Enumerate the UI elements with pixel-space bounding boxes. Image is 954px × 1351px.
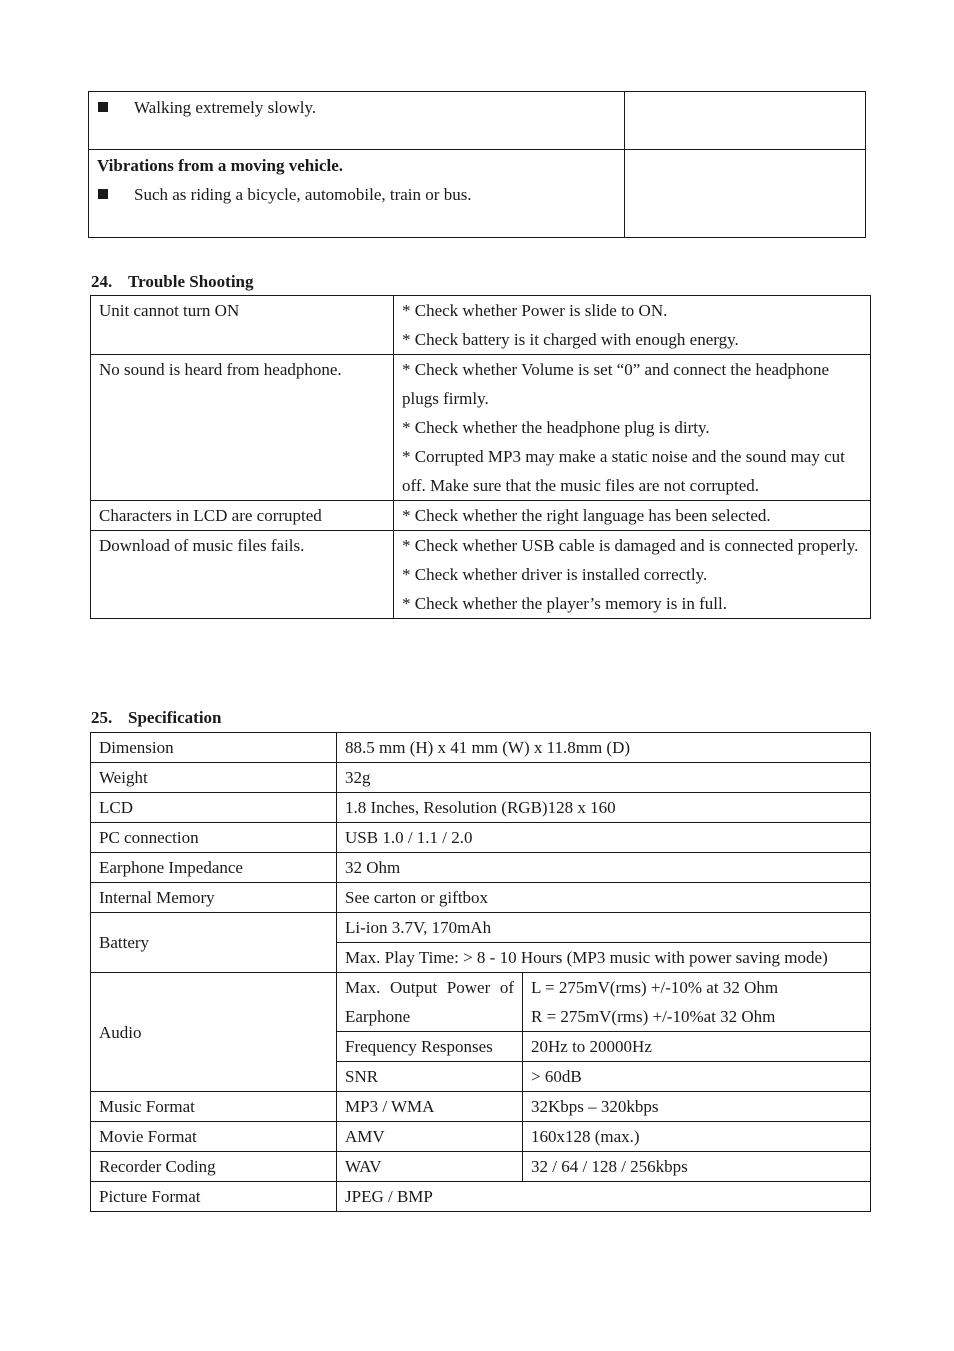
- spec-label: Weight: [91, 763, 337, 793]
- table-row: [91, 1182, 871, 1212]
- spec-label: Battery: [91, 913, 337, 973]
- spec-value: 32Kbps – 320kbps: [523, 1092, 871, 1122]
- table-row: [91, 1092, 871, 1122]
- spec-label: Picture Format: [91, 1182, 337, 1212]
- solution-cell: [394, 355, 871, 501]
- bullet-item: [97, 93, 616, 122]
- section-title: Specification: [128, 708, 222, 727]
- power-left: L = 275mV(rms) +/-10% at 32 Ohm: [531, 978, 779, 997]
- empty-cell: [625, 92, 866, 150]
- vibration-title: Vibrations from a moving vehicle.: [97, 156, 344, 175]
- table-row: [91, 973, 871, 1032]
- solution-line: * Check whether driver is installed correctly.: [402, 565, 708, 584]
- problem-cell: Unit cannot turn ON: [91, 296, 394, 355]
- bullet-text: Walking extremely slowly.: [134, 98, 317, 117]
- spec-label: Music Format: [91, 1092, 337, 1122]
- table-row: [91, 296, 871, 355]
- spec-label: Dimension: [91, 733, 337, 763]
- spec-value: JPEG / BMP: [337, 1182, 871, 1212]
- spec-table: [90, 732, 871, 1212]
- table-row: [91, 1152, 871, 1182]
- spec-value: [523, 973, 871, 1032]
- table-row: [91, 531, 871, 619]
- spec-sublabel: MP3 / WMA: [337, 1092, 523, 1122]
- section-number: 24.: [91, 272, 113, 291]
- spec-label: PC connection: [91, 823, 337, 853]
- spec-sublabel: WAV: [337, 1152, 523, 1182]
- problem-cell: No sound is heard from headphone.: [91, 355, 394, 501]
- spec-label: Audio: [91, 973, 337, 1092]
- solution-line: * Check whether USB cable is damaged and is connected properly.: [402, 536, 859, 555]
- spec-sublabel: Frequency Responses: [337, 1032, 523, 1062]
- solution-line: * Corrupted MP3 may make a static noise and the sound may cut off. Make sure that the music files are not corrupted.: [402, 447, 845, 495]
- spec-label: Recorder Coding: [91, 1152, 337, 1182]
- trouble-table: [90, 295, 871, 619]
- spec-value: 160x128 (max.): [523, 1122, 871, 1152]
- table-row: [91, 501, 871, 531]
- spec-label: LCD: [91, 793, 337, 823]
- solution-line: * Check whether Volume is set “0” and connect the headphone plugs firmly.: [402, 360, 830, 408]
- solution-line: * Check whether the player’s memory is in full.: [402, 594, 727, 613]
- empty-cell: [625, 150, 866, 238]
- vibration-cell: [89, 150, 625, 238]
- spec-label: Internal Memory: [91, 883, 337, 913]
- spec-value: Max. Play Time: > 8 - 10 Hours (MP3 music with power saving mode): [337, 943, 871, 973]
- spec-value: Li-ion 3.7V, 170mAh: [337, 913, 871, 943]
- solution-line: * Check whether Power is slide to ON.: [402, 301, 668, 320]
- solution-cell: [394, 501, 871, 531]
- trouble-heading: [91, 272, 254, 292]
- continuation-table: [88, 91, 866, 238]
- continuation-cell: [89, 92, 625, 150]
- table-row: [91, 763, 871, 793]
- spec-heading: [91, 708, 222, 728]
- spec-value: USB 1.0 / 1.1 / 2.0: [337, 823, 871, 853]
- spec-value: 32 / 64 / 128 / 256kbps: [523, 1152, 871, 1182]
- table-row: [91, 793, 871, 823]
- solution-cell: [394, 296, 871, 355]
- bullet-text: Such as riding a bicycle, automobile, train or bus.: [134, 185, 472, 204]
- bullet-item: [97, 180, 616, 209]
- spec-value: 1.8 Inches, Resolution (RGB)128 x 160: [337, 793, 871, 823]
- table-row: [91, 913, 871, 943]
- spec-value: 20Hz to 20000Hz: [523, 1032, 871, 1062]
- table-row: [91, 355, 871, 501]
- spec-value: 88.5 mm (H) x 41 mm (W) x 11.8mm (D): [337, 733, 871, 763]
- solution-line: * Check whether the headphone plug is dirty.: [402, 418, 710, 437]
- spec-sublabel: AMV: [337, 1122, 523, 1152]
- table-row: [91, 1122, 871, 1152]
- spec-sublabel: Max. Output Power of Earphone: [337, 973, 523, 1032]
- square-bullet-icon: [98, 189, 108, 199]
- solution-line: * Check whether the right language has been selected.: [402, 506, 771, 525]
- spec-label: Movie Format: [91, 1122, 337, 1152]
- table-row: [91, 883, 871, 913]
- spec-label: Earphone Impedance: [91, 853, 337, 883]
- spec-value: See carton or giftbox: [337, 883, 871, 913]
- spec-value: 32 Ohm: [337, 853, 871, 883]
- section-title: Trouble Shooting: [128, 272, 254, 291]
- solution-line: * Check battery is it charged with enough energy.: [402, 330, 739, 349]
- solution-cell: [394, 531, 871, 619]
- section-number: 25.: [91, 708, 113, 727]
- spec-value: > 60dB: [523, 1062, 871, 1092]
- problem-cell: Download of music files fails.: [91, 531, 394, 619]
- spec-sublabel: SNR: [337, 1062, 523, 1092]
- problem-cell: Characters in LCD are corrupted: [91, 501, 394, 531]
- spec-value: 32g: [337, 763, 871, 793]
- square-bullet-icon: [98, 102, 108, 112]
- table-row: [91, 853, 871, 883]
- table-row: [91, 733, 871, 763]
- power-right: R = 275mV(rms) +/-10%at 32 Ohm: [531, 1007, 776, 1026]
- table-row: [91, 823, 871, 853]
